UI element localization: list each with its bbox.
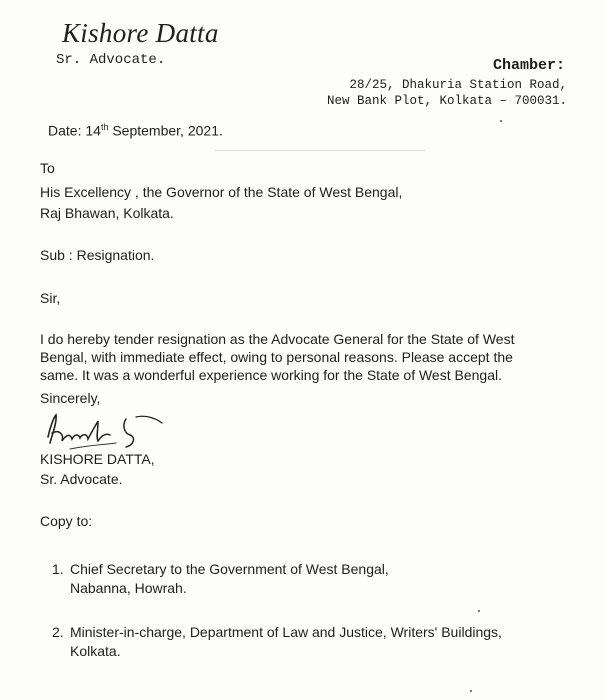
date-suffix: th xyxy=(100,122,109,132)
scan-speck xyxy=(470,690,472,692)
copy-to-item xyxy=(52,623,502,661)
chamber-label: Chamber: xyxy=(492,57,565,74)
chamber-address-line: 28/25, Dhakuria Station Road, xyxy=(349,78,567,92)
signer-name: KISHORE DATTA, xyxy=(40,451,155,467)
body-line: I do hereby tender resignation as the Advocate General for the State of West xyxy=(40,331,515,347)
recipient-to: To xyxy=(40,160,55,176)
scan-speck xyxy=(478,610,480,612)
chamber-address-line: New Bank Plot, Kolkata – 700031. xyxy=(326,94,567,108)
copy-item-line: Kolkata. xyxy=(70,643,121,659)
handwritten-signature xyxy=(40,405,170,455)
body-line: Bengal, with immediate effect, owing to personal reasons. Please accept the xyxy=(40,349,513,365)
copy-item-number: 2. xyxy=(52,624,64,640)
copy-item-line: Nabanna, Howrah. xyxy=(70,580,187,596)
copy-to-heading: Copy to: xyxy=(40,513,93,529)
recipient-line: His Excellency , the Governor of the State of West Bengal, xyxy=(40,184,403,200)
letter-date xyxy=(48,122,223,139)
copy-item-line: Chief Secretary to the Government of West Bengal, xyxy=(70,561,389,577)
date-rest: September, 2021. xyxy=(108,122,223,139)
body-paragraph xyxy=(40,330,580,384)
copy-item-line: Minister-in-charge, Department of Law and Justice, Writers' Buildings, xyxy=(70,624,502,640)
recipient-line: Raj Bhawan, Kolkata. xyxy=(40,205,174,221)
copy-item-number: 1. xyxy=(52,561,64,577)
signer-title: Sr. Advocate. xyxy=(40,471,123,487)
sender-name: Kishore Datta xyxy=(62,18,219,48)
chamber-address xyxy=(327,77,567,109)
closing: Sincerely, xyxy=(40,390,101,406)
scan-speck xyxy=(500,120,502,122)
date-prefix: Date: 14 xyxy=(48,122,101,139)
salutation: Sir, xyxy=(40,290,61,306)
sender-title: Sr. Advocate. xyxy=(56,52,166,68)
faint-divider xyxy=(215,150,425,151)
body-line: same. It was a wonderful experience working for the State of West Bengal. xyxy=(40,367,502,383)
copy-to-item xyxy=(52,560,389,598)
subject-line: Sub : Resignation. xyxy=(40,247,155,263)
